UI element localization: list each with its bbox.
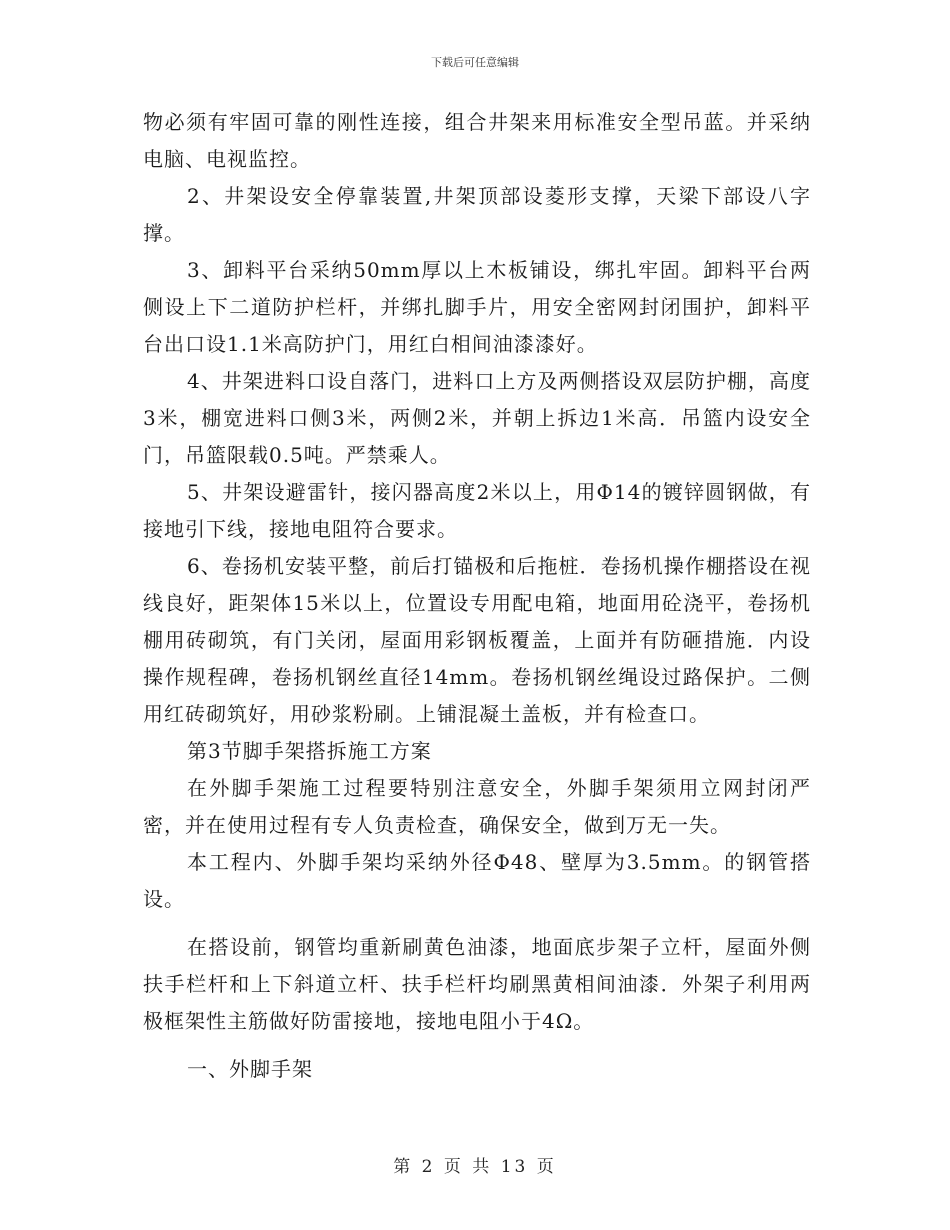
paragraph-item-3: 3、卸料平台采纳50mm厚以上木板铺设，绑扎牢固。卸料平台两侧设上下二道防护栏杆，并绑扎脚手片，用安全密网封闭围护，卸料平台出口设1.1米高防护门，用红白相间油漆漆好。 (143, 258, 811, 356)
paragraph-painting: 在搭设前，钢管均重新刷黄色油漆，地面底步架子立杆，屋面外侧扶手栏杆和上下斜道立杆、扶手栏杆均刷黑黄相间油漆．外架子利用两极框架性主筋做好防雷接地，接地电阻小于4Ω。 (143, 935, 811, 1033)
subsection-heading: 一、外脚手架 (187, 1057, 313, 1081)
paragraph-item-4: 4、井架进料口设自落门，进料口上方及两侧搭设双层防护棚，高度3米，棚宽进料口侧3米，两侧2米，并朝上拆边1米高．吊篮内设安全门，吊篮限载0.5吨。严禁乘人。 (143, 369, 811, 467)
paragraph-item-2: 2、井架设安全停靠装置,井架顶部设菱形支撑，天梁下部设八字撑。 (143, 184, 811, 245)
paragraph-item-6: 6、卷扬机安装平整，前后打锚极和后拖桩．卷扬机操作棚搭设在视线良好，距架体15米以上，位置设专用配电箱，地面用砼浇平，卷扬机棚用砖砌筑，有门关闭，屋面用彩钢板覆盖，上面并有防砸措施．内设操作规程碑，卷扬机钢丝直径14mm。卷扬机钢丝绳设过路保护。二侧用红砖砌筑好，用砂浆粉刷。上铺混凝土盖板，并有检查口。 (143, 554, 811, 726)
document-body (143, 104, 811, 1088)
page-number: 第 2 页 共 13 页 (393, 1157, 557, 1177)
section-heading: 第3节脚手架搭拆施工方案 (187, 739, 432, 763)
paragraph-materials: 本工程内、外脚手架均采纳外径Φ48、壁厚为3.5mm。的钢管搭设。 (143, 850, 811, 911)
paragraph-safety: 在外脚手架施工过程要特别注意安全，外脚手架须用立网封闭严密，并在使用过程有专人负责检查，确保安全，做到万无一失。 (143, 776, 811, 837)
paragraph-item-5: 5、井架设避雷针，接闪器高度2米以上，用Φ14的镀锌圆钢做，有接地引下线，接地电阻符合要求。 (143, 480, 811, 541)
paragraph-continuation: 物必须有牢固可靠的刚性连接，组合井架来用标准安全型吊蓝。并采纳电脑、电视监控。 (143, 110, 811, 171)
page-header: 下载后可任意编辑 (431, 56, 519, 69)
